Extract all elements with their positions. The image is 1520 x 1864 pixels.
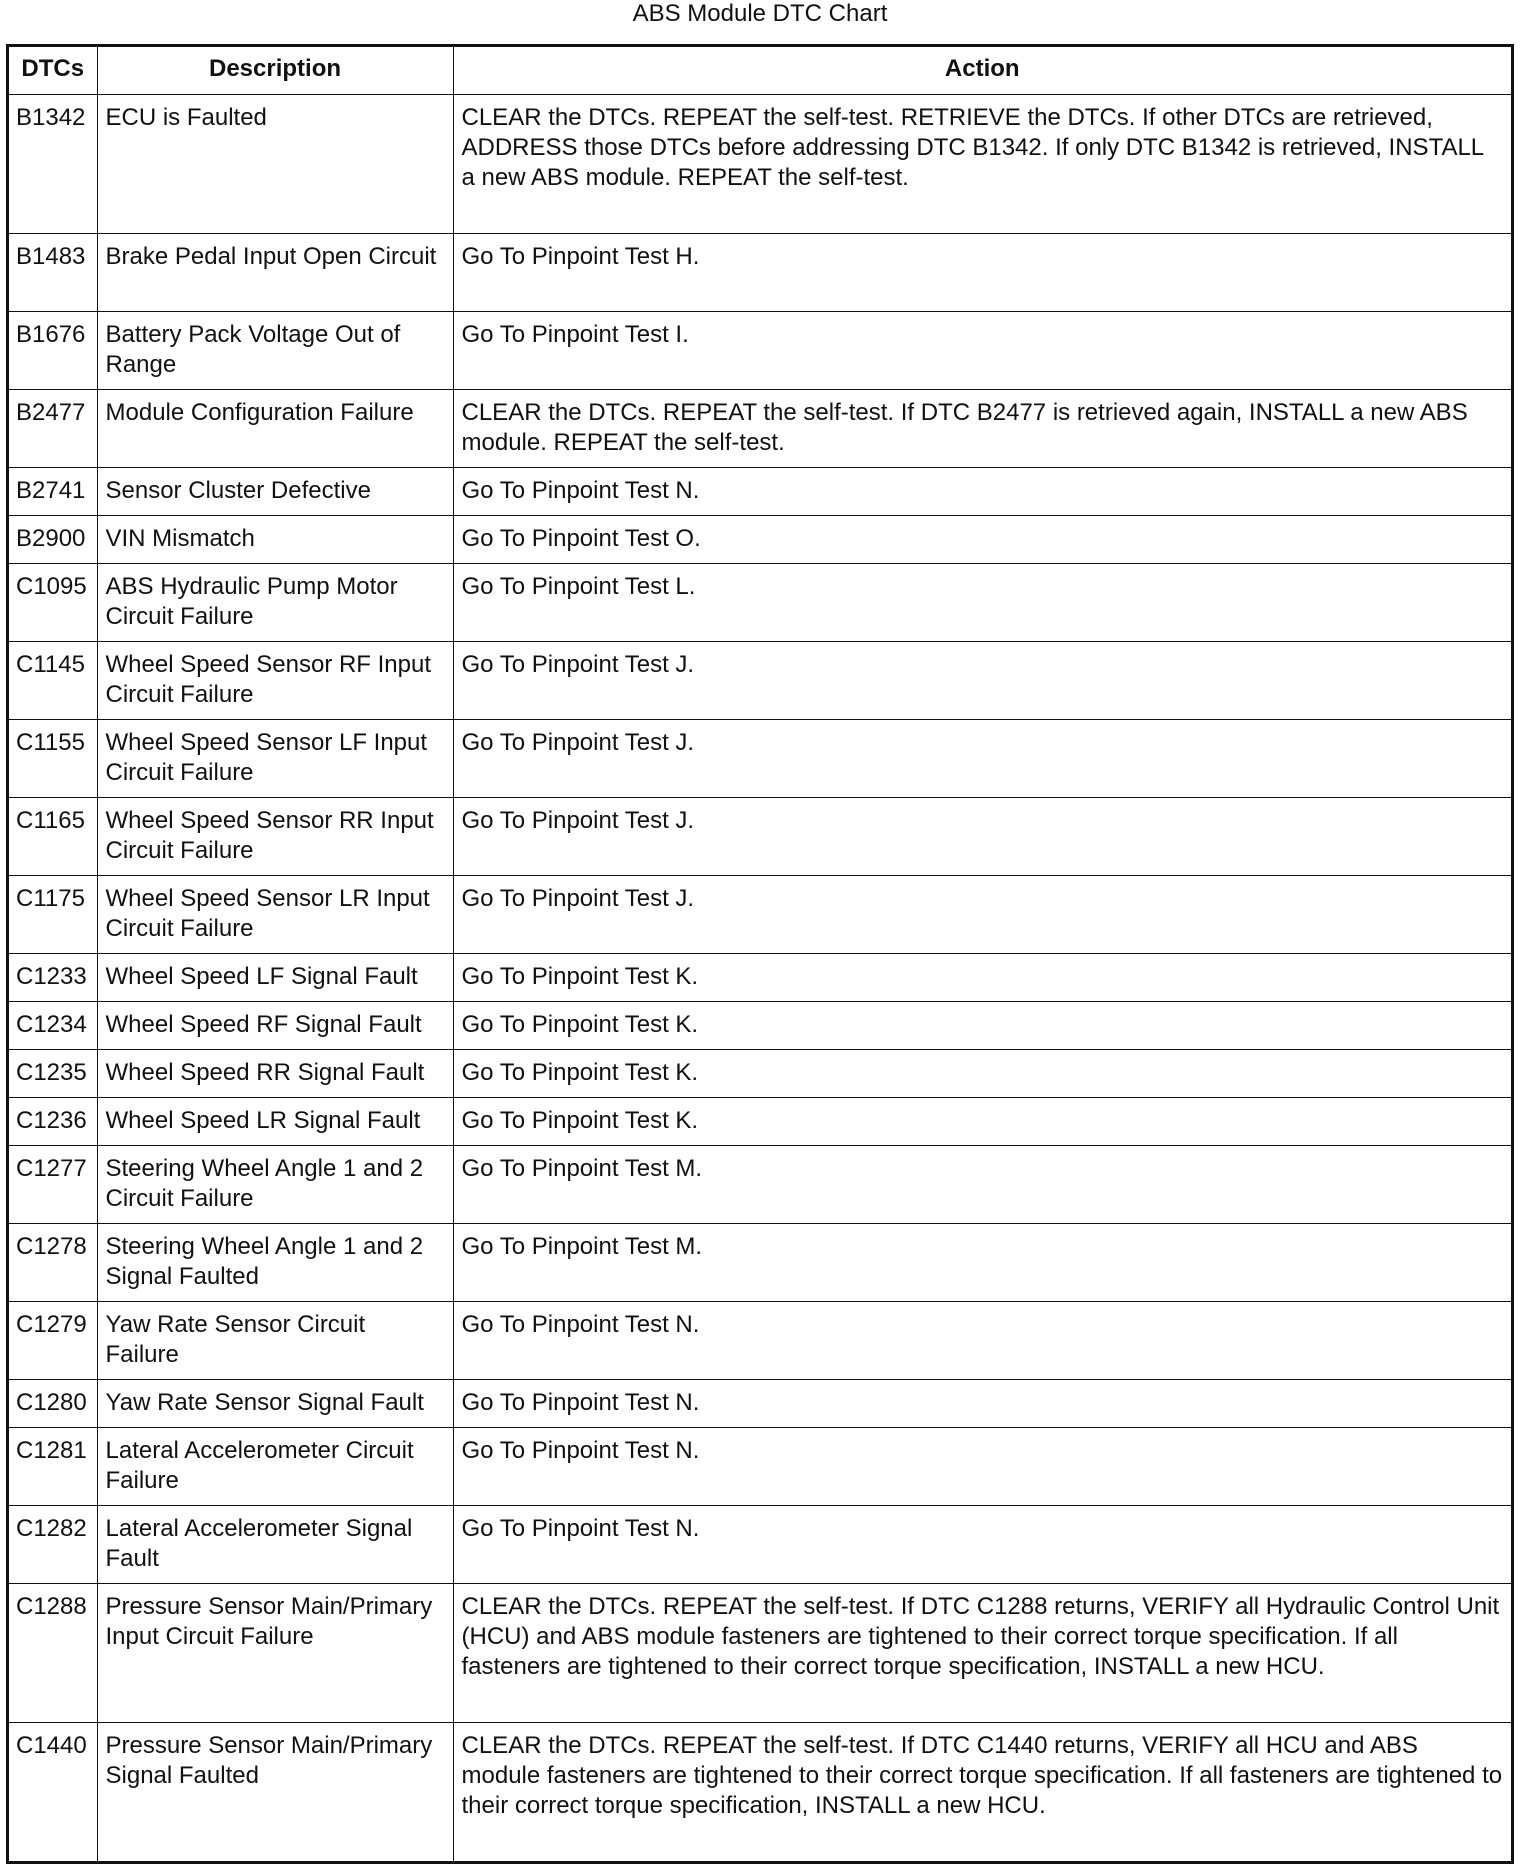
dtc-code: C1145 (9, 641, 97, 719)
dtc-description: Module Configuration Failure (97, 389, 453, 467)
dtc-description: Sensor Cluster Defective (97, 467, 453, 515)
dtc-code: C1095 (9, 563, 97, 641)
dtc-description: Lateral Accelerometer Signal Fault (97, 1505, 453, 1583)
dtc-code: C1234 (9, 1001, 97, 1049)
dtc-code: C1236 (9, 1097, 97, 1145)
dtc-description: Lateral Accelerometer Circuit Failure (97, 1427, 453, 1505)
table-row (9, 1505, 1511, 1583)
dtc-description: Steering Wheel Angle 1 and 2 Signal Faulted (97, 1223, 453, 1301)
dtc-action: Go To Pinpoint Test J. (453, 875, 1511, 953)
dtc-action: Go To Pinpoint Test N. (453, 1505, 1511, 1583)
dtc-code: C1282 (9, 1505, 97, 1583)
dtc-code: C1233 (9, 953, 97, 1001)
dtc-description: VIN Mismatch (97, 515, 453, 563)
table-row (9, 515, 1511, 563)
dtc-table (9, 47, 1511, 1861)
table-row (9, 1145, 1511, 1223)
dtc-code: B2477 (9, 389, 97, 467)
table-row (9, 875, 1511, 953)
dtc-action: Go To Pinpoint Test J. (453, 797, 1511, 875)
dtc-action: Go To Pinpoint Test H. (453, 233, 1511, 311)
dtc-action: Go To Pinpoint Test M. (453, 1223, 1511, 1301)
table-row (9, 1049, 1511, 1097)
dtc-action: Go To Pinpoint Test K. (453, 953, 1511, 1001)
dtc-action: Go To Pinpoint Test I. (453, 311, 1511, 389)
dtc-code: B1483 (9, 233, 97, 311)
dtc-code: C1288 (9, 1583, 97, 1722)
dtc-description: Brake Pedal Input Open Circuit (97, 233, 453, 311)
dtc-description: Pressure Sensor Main/Primary Signal Faulted (97, 1722, 453, 1861)
dtc-description: Wheel Speed Sensor RR Input Circuit Failure (97, 797, 453, 875)
chart-title: ABS Module DTC Chart (632, 0, 888, 27)
header-description: Description (97, 47, 453, 94)
dtc-action: CLEAR the DTCs. REPEAT the self-test. RETRIEVE the DTCs. If other DTCs are retrieved, ADDRESS those DTCs before addressing DTC B1342. If only DTC B1342 is retrieved, INSTALL a new ABS module. REPEAT the self-test. (453, 94, 1511, 233)
dtc-code: C1279 (9, 1301, 97, 1379)
table-row (9, 719, 1511, 797)
dtc-code: C1280 (9, 1379, 97, 1427)
dtc-code: C1235 (9, 1049, 97, 1097)
dtc-description: Yaw Rate Sensor Circuit Failure (97, 1301, 453, 1379)
dtc-action: Go To Pinpoint Test J. (453, 719, 1511, 797)
dtc-action: Go To Pinpoint Test N. (453, 1379, 1511, 1427)
dtc-code: B2741 (9, 467, 97, 515)
dtc-description: ECU is Faulted (97, 94, 453, 233)
table-row (9, 563, 1511, 641)
header-dtcs: DTCs (9, 47, 97, 94)
dtc-code: B1676 (9, 311, 97, 389)
dtc-description: Wheel Speed Sensor LR Input Circuit Failure (97, 875, 453, 953)
dtc-action: CLEAR the DTCs. REPEAT the self-test. If DTC C1288 returns, VERIFY all Hydraulic Control Unit (HCU) and ABS module fasteners are tightened to their correct torque specification. If all fasteners are tightened to their correct torque specification, INSTALL a new HCU. (453, 1583, 1511, 1722)
table-row (9, 1722, 1511, 1861)
dtc-action: Go To Pinpoint Test K. (453, 1049, 1511, 1097)
dtc-description: ABS Hydraulic Pump Motor Circuit Failure (97, 563, 453, 641)
dtc-description: Wheel Speed RF Signal Fault (97, 1001, 453, 1049)
table-row (9, 233, 1511, 311)
table-row (9, 1097, 1511, 1145)
header-action: Action (453, 47, 1511, 94)
table-row (9, 94, 1511, 233)
table-row (9, 1001, 1511, 1049)
table-row (9, 1583, 1511, 1722)
dtc-description: Battery Pack Voltage Out of Range (97, 311, 453, 389)
dtc-code: C1175 (9, 875, 97, 953)
table-row (9, 1301, 1511, 1379)
dtc-action: Go To Pinpoint Test K. (453, 1001, 1511, 1049)
dtc-code: C1440 (9, 1722, 97, 1861)
dtc-description: Steering Wheel Angle 1 and 2 Circuit Failure (97, 1145, 453, 1223)
dtc-code: B1342 (9, 94, 97, 233)
dtc-action: Go To Pinpoint Test N. (453, 1427, 1511, 1505)
dtc-code: C1165 (9, 797, 97, 875)
dtc-action: CLEAR the DTCs. REPEAT the self-test. If DTC C1440 returns, VERIFY all HCU and ABS module fasteners are tightened to their correct torque specification. If all fasteners are tightened to their correct torque specification, INSTALL a new HCU. (453, 1722, 1511, 1861)
dtc-action: CLEAR the DTCs. REPEAT the self-test. If DTC B2477 is retrieved again, INSTALL a new ABS module. REPEAT the self-test. (453, 389, 1511, 467)
table-row (9, 641, 1511, 719)
table-row (9, 1427, 1511, 1505)
dtc-description: Yaw Rate Sensor Signal Fault (97, 1379, 453, 1427)
dtc-description: Pressure Sensor Main/Primary Input Circuit Failure (97, 1583, 453, 1722)
dtc-action: Go To Pinpoint Test N. (453, 1301, 1511, 1379)
table-row (9, 467, 1511, 515)
dtc-action: Go To Pinpoint Test J. (453, 641, 1511, 719)
dtc-table-frame (6, 44, 1514, 1864)
dtc-code: C1281 (9, 1427, 97, 1505)
table-row (9, 953, 1511, 1001)
dtc-description: Wheel Speed Sensor LF Input Circuit Failure (97, 719, 453, 797)
dtc-description: Wheel Speed RR Signal Fault (97, 1049, 453, 1097)
dtc-description: Wheel Speed LF Signal Fault (97, 953, 453, 1001)
dtc-action: Go To Pinpoint Test K. (453, 1097, 1511, 1145)
table-row (9, 311, 1511, 389)
header-row (9, 47, 1511, 94)
table-row (9, 1223, 1511, 1301)
dtc-description: Wheel Speed LR Signal Fault (97, 1097, 453, 1145)
dtc-description: Wheel Speed Sensor RF Input Circuit Failure (97, 641, 453, 719)
dtc-action: Go To Pinpoint Test M. (453, 1145, 1511, 1223)
dtc-code: C1155 (9, 719, 97, 797)
table-row (9, 1379, 1511, 1427)
table-row (9, 389, 1511, 467)
dtc-code: C1278 (9, 1223, 97, 1301)
dtc-action: Go To Pinpoint Test O. (453, 515, 1511, 563)
dtc-action: Go To Pinpoint Test L. (453, 563, 1511, 641)
dtc-code: B2900 (9, 515, 97, 563)
dtc-action: Go To Pinpoint Test N. (453, 467, 1511, 515)
dtc-code: C1277 (9, 1145, 97, 1223)
table-row (9, 797, 1511, 875)
